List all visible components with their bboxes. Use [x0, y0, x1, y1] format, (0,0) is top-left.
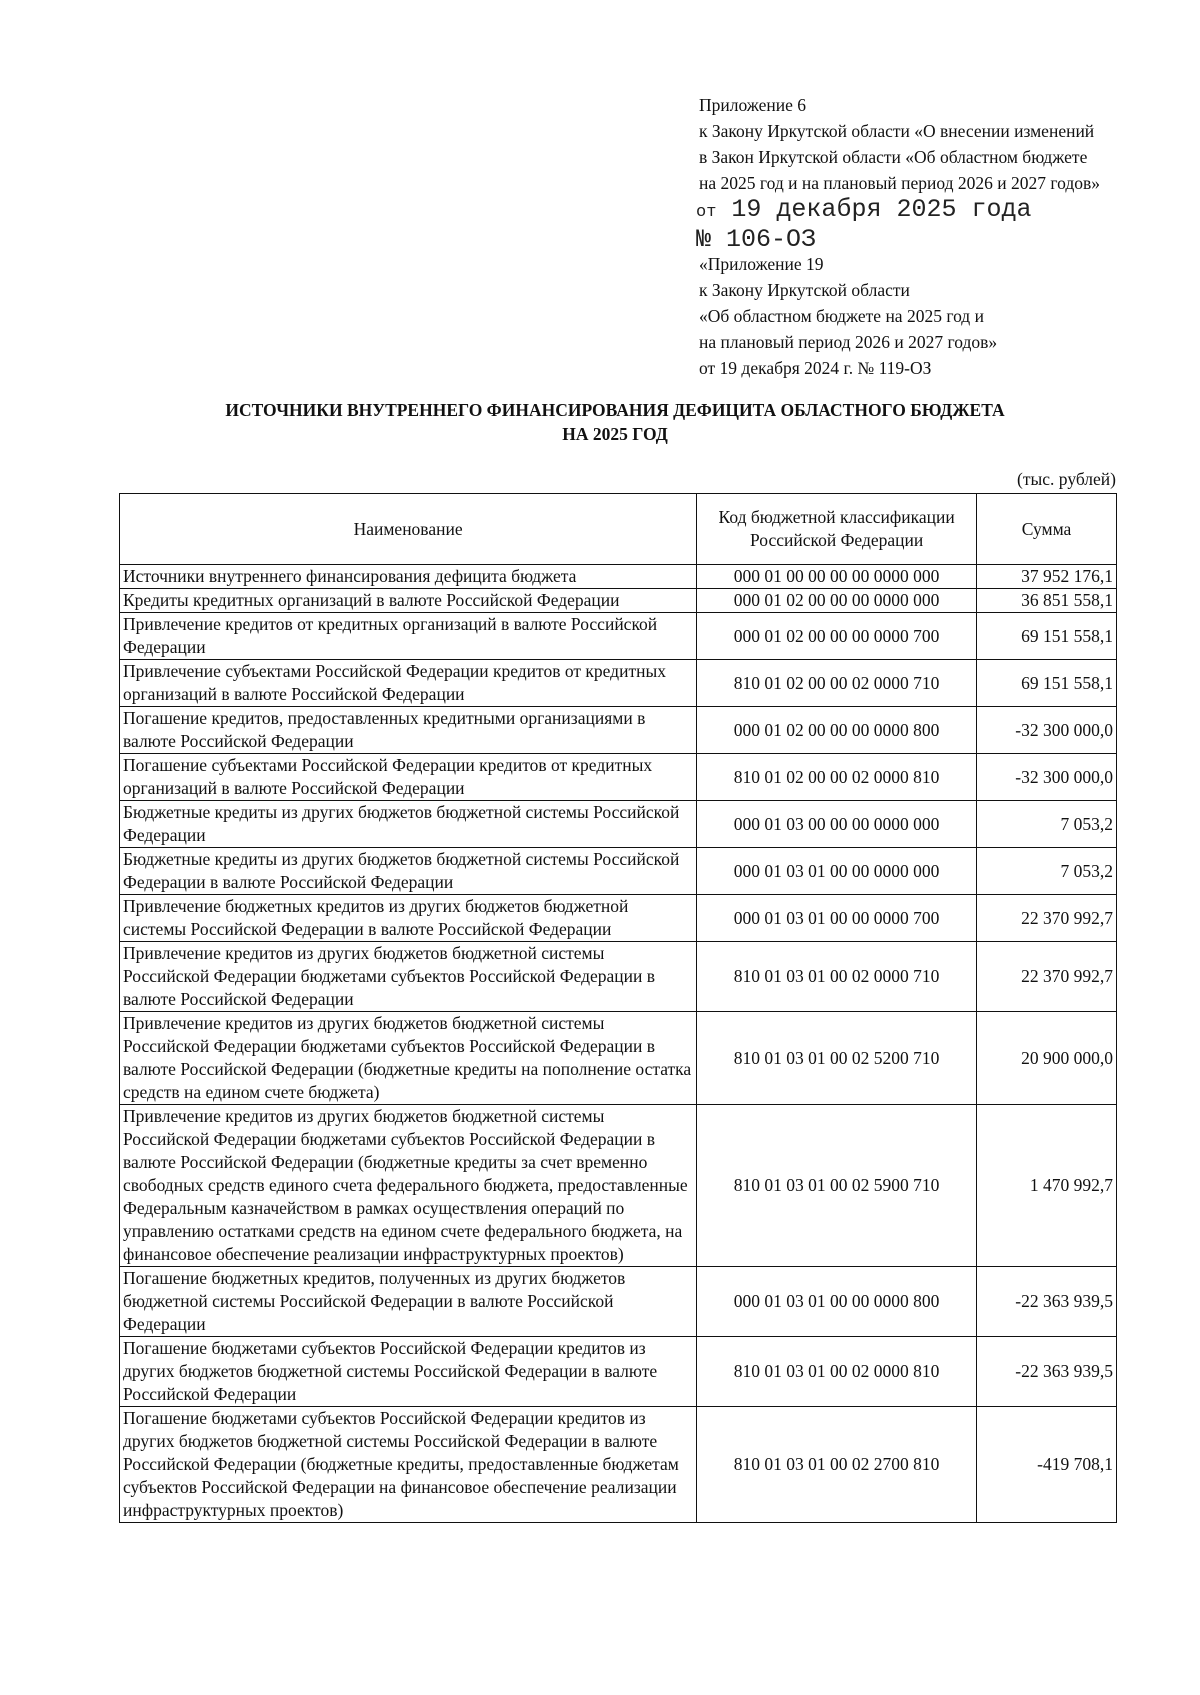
table-row [120, 613, 1117, 660]
row-name-cell: Бюджетные кредиты из других бюджетов бюджетной системы Российской Федерации [120, 801, 697, 848]
row-name-cell: Источники внутреннего финансирования дефицита бюджета [120, 565, 697, 589]
appendix-line: на 2025 год и на плановый период 2026 и 2027 годов» [699, 173, 1101, 193]
table-row [120, 1267, 1117, 1337]
row-code-cell: 000 01 00 00 00 00 0000 000 [697, 565, 977, 589]
law-date-stamp [696, 196, 1036, 253]
row-sum-cell: 22 370 992,7 [977, 895, 1117, 942]
appendix-line: в Закон Иркутской области «Об областном бюджете [699, 147, 1088, 167]
row-sum-cell: 20 900 000,0 [977, 1012, 1117, 1105]
row-name-cell: Погашение бюджетами субъектов Российской Федерации кредитов из других бюджетов бюджетной системы Российской Федерации в валюте Российской Федерации [120, 1337, 697, 1407]
row-name-cell: Привлечение субъектами Российской Федерации кредитов от кредитных организаций в валюте Российской Федерации [120, 660, 697, 707]
stamp-date-line [696, 196, 1036, 226]
table-row [120, 754, 1117, 801]
row-sum-cell: -22 363 939,5 [977, 1337, 1117, 1407]
row-code-cell: 810 01 02 00 00 02 0000 810 [697, 754, 977, 801]
row-code-cell: 000 01 03 01 00 00 0000 800 [697, 1267, 977, 1337]
column-header-code: Код бюджетной классификации Российской Федерации [697, 494, 977, 565]
row-name-cell: Погашение субъектами Российской Федерации кредитов от кредитных организаций в валюте Российской Федерации [120, 754, 697, 801]
row-code-cell: 000 01 03 01 00 00 0000 000 [697, 848, 977, 895]
row-code-cell: 000 01 03 00 00 00 0000 000 [697, 801, 977, 848]
document-title [100, 398, 1130, 446]
title-line-2: НА 2025 ГОД [562, 424, 668, 444]
row-sum-cell: -32 300 000,0 [977, 707, 1117, 754]
table-row [120, 942, 1117, 1012]
row-name-cell: Привлечение кредитов из других бюджетов бюджетной системы Российской Федерации бюджетами субъектов Российской Федерации в валюте Российской Федерации (бюджетные кредиты на пополнение остатка средств на едином счете бюджета) [120, 1012, 697, 1105]
row-code-cell: 810 01 02 00 00 02 0000 710 [697, 660, 977, 707]
row-code-cell: 810 01 03 01 00 02 5200 710 [697, 1012, 977, 1105]
table-row [120, 707, 1117, 754]
row-name-cell: Привлечение бюджетных кредитов из других бюджетов бюджетной системы Российской Федерации в валюте Российской Федерации [120, 895, 697, 942]
appendix-line: «Приложение 19 [699, 254, 824, 274]
table-header-row [120, 494, 1117, 565]
row-code-cell: 000 01 02 00 00 00 0000 700 [697, 613, 977, 660]
table-row [120, 565, 1117, 589]
row-sum-cell: 1 470 992,7 [977, 1105, 1117, 1267]
row-sum-cell: -32 300 000,0 [977, 754, 1117, 801]
row-code-cell: 000 01 02 00 00 00 0000 800 [697, 707, 977, 754]
table-row [120, 801, 1117, 848]
row-name-cell: Привлечение кредитов от кредитных организаций в валюте Российской Федерации [120, 613, 697, 660]
table-row [120, 848, 1117, 895]
appendix-header [699, 92, 1169, 196]
stamp-date: 19 декабря 2025 года [731, 195, 1032, 224]
appendix-line: к Закону Иркутской области [699, 280, 910, 300]
appendix-line: от 19 декабря 2024 г. № 119-ОЗ [699, 358, 932, 378]
row-sum-cell: 36 851 558,1 [977, 589, 1117, 613]
row-sum-cell: 22 370 992,7 [977, 942, 1117, 1012]
table-body [120, 565, 1117, 1523]
row-name-cell: Погашение бюджетами субъектов Российской Федерации кредитов из других бюджетов бюджетной системы Российской Федерации в валюте Российской Федерации (бюджетные кредиты, предоставленные бюджетам субъектов Российской Федерации на финансовое обеспечение реализации инфраструктурных проектов) [120, 1407, 697, 1523]
row-sum-cell: 7 053,2 [977, 801, 1117, 848]
row-sum-cell: -419 708,1 [977, 1407, 1117, 1523]
row-code-cell: 000 01 02 00 00 00 0000 000 [697, 589, 977, 613]
appendix-line: на плановый период 2026 и 2027 годов» [699, 332, 998, 352]
row-sum-cell: 7 053,2 [977, 848, 1117, 895]
table-row [120, 895, 1117, 942]
row-code-cell: 810 01 03 01 00 02 0000 810 [697, 1337, 977, 1407]
table-row [120, 1012, 1117, 1105]
row-sum-cell: 69 151 558,1 [977, 613, 1117, 660]
stamp-number: 106-ОЗ [726, 225, 817, 254]
row-name-cell: Бюджетные кредиты из других бюджетов бюджетной системы Российской Федерации в валюте Российской Федерации [120, 848, 697, 895]
unit-note: (тыс. рублей) [1017, 469, 1116, 489]
appendix-line: Приложение 6 [699, 95, 807, 115]
table-row [120, 660, 1117, 707]
financing-sources-table [119, 493, 1117, 1523]
table-row [120, 1407, 1117, 1523]
row-name-cell: Погашение бюджетных кредитов, полученных из других бюджетов бюджетной системы Российской Федерации в валюте Российской Федерации [120, 1267, 697, 1337]
original-appendix-header [699, 251, 1169, 381]
row-code-cell: 810 01 03 01 00 02 5900 710 [697, 1105, 977, 1267]
stamp-date-prefix: от [696, 203, 717, 222]
row-name-cell: Погашение кредитов, предоставленных кредитными организациями в валюте Российской Федерации [120, 707, 697, 754]
row-code-cell: 000 01 03 01 00 00 0000 700 [697, 895, 977, 942]
row-name-cell: Кредиты кредитных организаций в валюте Российской Федерации [120, 589, 697, 613]
appendix-line: к Закону Иркутской области «О внесении изменений [699, 121, 1095, 141]
row-name-cell: Привлечение кредитов из других бюджетов бюджетной системы Российской Федерации бюджетами субъектов Российской Федерации в валюте Российской Федерации (бюджетные кредиты за счет временно свободных средств единого счета федерального бюджета, предоставленные Федеральным казначейством в рамках осуществления операций по управлению остатками средств на едином счете федерального бюджета, на финансовое обеспечение реализации инфраструктурных проектов) [120, 1105, 697, 1267]
row-sum-cell: -22 363 939,5 [977, 1267, 1117, 1337]
table-row [120, 1105, 1117, 1267]
row-code-cell: 810 01 03 01 00 02 0000 710 [697, 942, 977, 1012]
column-header-name: Наименование [120, 494, 697, 565]
appendix-line: «Об областном бюджете на 2025 год и [699, 306, 984, 326]
stamp-number-prefix: № [696, 225, 712, 254]
row-name-cell: Привлечение кредитов из других бюджетов бюджетной системы Российской Федерации бюджетами субъектов Российской Федерации в валюте Российской Федерации [120, 942, 697, 1012]
row-sum-cell: 37 952 176,1 [977, 565, 1117, 589]
title-line-1: ИСТОЧНИКИ ВНУТРЕННЕГО ФИНАНСИРОВАНИЯ ДЕФИЦИТА ОБЛАСТНОГО БЮДЖЕТА [225, 400, 1005, 420]
row-sum-cell: 69 151 558,1 [977, 660, 1117, 707]
row-code-cell: 810 01 03 01 00 02 2700 810 [697, 1407, 977, 1523]
column-header-sum: Сумма [977, 494, 1117, 565]
table-row [120, 1337, 1117, 1407]
stamp-number-line [696, 226, 1036, 253]
table-row [120, 589, 1117, 613]
